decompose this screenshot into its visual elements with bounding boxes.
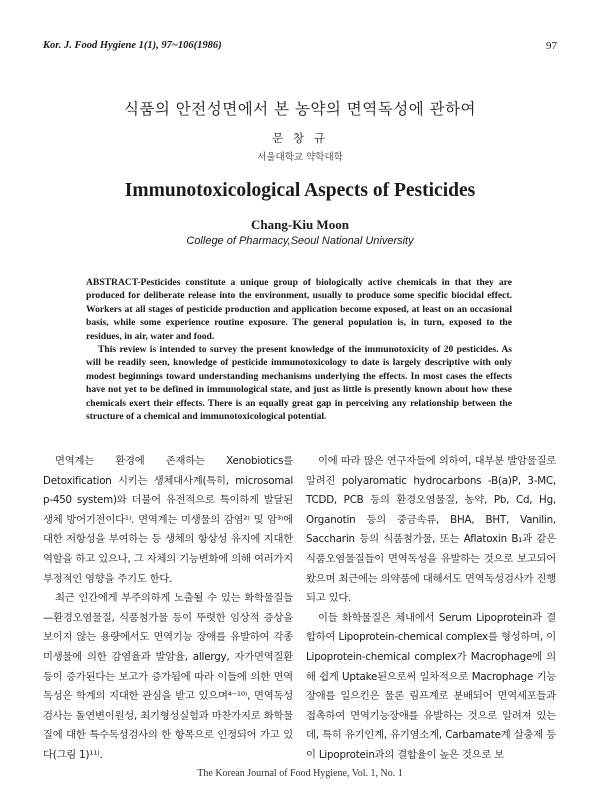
body-paragraph: 이들 화학물질은 체내에서 Serum Lipoprotein과 결합하여 Lipoprotein-chemical complex를 형성하며, 이 Lipoprotein-chemical complex가 Macrophage에 의해 쉽게 Uptake된으로써 일차적으로 Macrophage 기능 장애를 일으킨은 물론 림프계로 분배되어 면역세포들과 접촉하여 면역기능장애를 유발하는 것으로 알려져 있는데, 특히 유기인계, 유기염소계, Carbamate계 살충제 등이 Lipoprotein과의 결합율이 높은 것으로 보 xyxy=(306,611,556,761)
body-paragraph: 최근 인간에게 부주의하게 노출될 수 있는 화학물질들—환경오염물질, 식품첨가물 등이 뚜렷한 임상적 증상을 보이지 않는 용량에서도 면역기능 장애를 유발하여 각종 미생물에 의한 감염율과 발암율, allergy, 자가면역질환 등이 증가된다는 보고가 증가됨에 따라 이들에 의한 면역독성은 학계의 지대한 관심을 받고 있으며⁴⁻¹⁰⁾, 면역독성검사는 돌연변이원성, 최기형성실험과 마찬가지로 화학물질에 대한 특수독성검사의 한 항목으로 인정되어 가고 있다(그림 1)¹¹⁾. xyxy=(43,592,293,761)
abstract-paragraph-1: ABSTRACT-Pesticides constitute a unique group of biologically active chemicals in that they are produced for deliberate release into the environment, usually to produce some specific biocidal effect. Workers at all stages of pesticide production and application become exposed, at least on an occasional basis, while some experience routine exposure. The general population is, in turn, exposed to the residues, in air, water and food. xyxy=(86,277,512,342)
body-column-left xyxy=(43,452,293,766)
abstract xyxy=(86,276,512,423)
body-paragraph: 면역계는 환경에 존재하는 Xenobiotics를 Detoxification 시키는 생체대사계(특히, microsomal p-450 system)와 더불어 유전적으로 특이하게 발달된 생체 방어기전이다¹⁾. 면역계는 미생물의 감염²⁾ 및 암³⁾에 대한 저항성을 부여하는 등 생체의 항상성 유지에 지대한 역할을 하고 있으나, 그 자체의 기능변화에 의해 여러가지 부정적인 영향을 주기도 한다. xyxy=(43,455,293,585)
english-author: Chang-Kiu Moon xyxy=(251,217,349,232)
abstract-paragraph-2: This review is intended to survey the present knowledge of the immunotoxicity of 20 pesticides. As will be readily seen, knowledge of pesticide immunotoxicology to date is largely descriptive with only modest beginnings toward understanding mechanisms underlying the effects. In most cases the effects have not yet to be defined in immunological state, and just as little is presently known about how these chemicals exert their effects. There is an equally great gap in perceiving any relationship between the structure of a chemical and immunotoxicological potential. xyxy=(86,344,512,423)
english-title: Immunotoxicological Aspects of Pesticides xyxy=(124,180,476,201)
page-number: 97 xyxy=(546,40,557,52)
korean-title: 식품의 안전성면에서 본 농약의 면역독성에 관하여 xyxy=(123,100,477,118)
body-column-right xyxy=(306,452,556,766)
english-affiliation: College of Pharmacy,Seoul National University xyxy=(186,235,414,247)
korean-author: 문 창 규 xyxy=(272,131,328,145)
korean-affiliation: 서울대학교 약학대학 xyxy=(257,152,343,163)
page-footer: The Korean Journal of Food Hygiene, Vol. 1, No. 1 xyxy=(197,768,403,779)
running-head: Kor. J. Food Hygiene 1(1), 97~106(1986) xyxy=(43,40,222,51)
body-paragraph: 이에 따라 많은 연구자들에 의하여, 대부분 발암물질로 알려진 polyaromatic hydrocarbons -B(a)P, 3-MC, TCDD, PCB 등의 환경오염물질, 농약, Pb, Cd, Hg, Organotin 등의 중금속류, BHA, BHT, Vanilin, Saccharin 등의 식품첨가물, 또는 Aflatoxin B₁과 같은 식품오염물질들이 면역독성을 유발하는 것으로 보고되어 왔으며 최근에는 의약품에 대해서도 면역독성검사가 진행되고 있다. xyxy=(306,455,556,605)
